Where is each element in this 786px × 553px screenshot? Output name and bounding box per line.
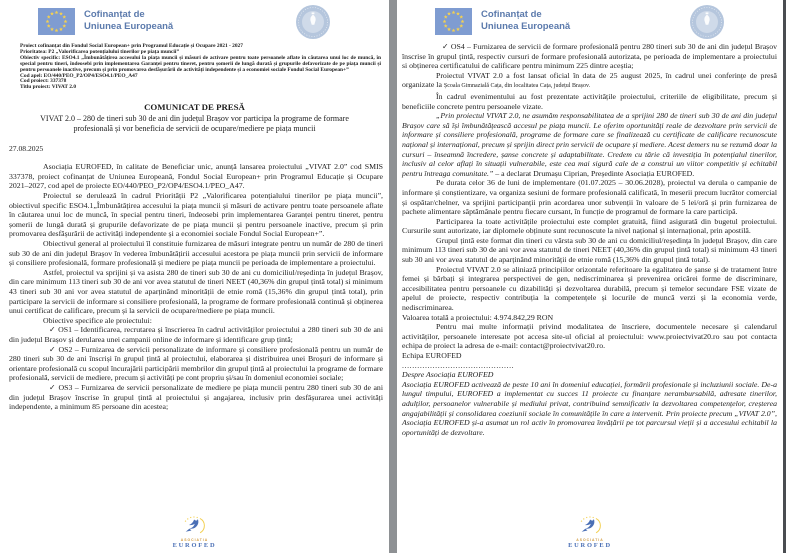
paragraph-target: Astfel, proiectul va sprijini și va asista 280 de tineri sub 30 de ani cu domiciliul/reședința în județul Brașov, din care minimum 113 tineri sub 30 de ani vor avea statutul de tineri NEET (40,36% din grupul țintă total) si minimum 43 tineri sub 30 ani vor avea statutul de aparținând minorității de etnie romă (15,36% din grupul țintă total), prin participare la servicii de informare si consiliere profesională, la programe de formare profesională continuă și obținerea unui certificat de calificare, precum și la servicii de ocupare/mediere pe piața muncii. xyxy=(9,267,383,316)
page1-body xyxy=(9,162,383,411)
page-gap-divider xyxy=(389,0,397,553)
eurofed-logo-asociatia-label: ASOCIATIA xyxy=(180,537,209,542)
eu-flag-icon xyxy=(38,8,75,35)
eurofed-logo-name-label: EUROFED xyxy=(568,542,612,549)
dotted-separator: ............................................ xyxy=(402,360,515,370)
about-title: Despre Asociația EUROFED xyxy=(402,370,494,380)
eurofed-footer-logo xyxy=(545,515,635,551)
paragraph-priority: Proiectul se derulează în cadrul Priorității P2 „Valorificarea potențialului tinerilor pe piața muncii”, obiectivul specific ESO4.1„Îmbunătățirea accesului la piața muncii și măsuri de activare pentru toate persoanele aflate în căutarea unui loc de muncă, în special pentru tineri, îndeosebi prin implementarea Garanței pentru tineret, pentru șomerii de lungă durată și grupurile defavorizate de pe piața muncii și pentru persoanele inactive, precum și prin promovarea desfășurării de activități independente și a economiei sociale Fondul Social European+”. xyxy=(9,191,383,239)
paragraph-launch xyxy=(402,71,777,92)
guvernul-romaniei-seal-icon xyxy=(295,4,331,40)
paragraph-contact: Pentru mai multe informații privind modalitatea de înscriere, documentele necesare și calendarul activităților, persoanele interesate pot accesa site-ul oficial al proiectului: www.proiectvivat20.ro sau pot contacta echipa de proiect la adresa de e-mail: contact@proiectvivat20.ro. xyxy=(402,322,777,351)
guvernul-romaniei-seal-icon xyxy=(689,4,725,40)
paragraph-os2: ✓ OS2 – Furnizarea de servicii personalizate de informare și consiliere profesională pentru un număr de 280 tineri sub 30 de ani înscriși în grupul țintă al proiectului, elaborarea și distribuirea unei Broșuri de informare și orientare profesională cu scopul încurajării participării membrilor din grupul țintă al proiectului la programe de formare profesională, servicii de mediere, precum și activități pe cont propriu și/sau în domeniul economiei sociale; xyxy=(9,344,383,383)
page1-header xyxy=(0,0,389,42)
paragraph-general-objective: Obiectivul general al proiectului îl constituie furnizarea de măsuri integrate pentru un număr de 280 de tineri sub 30 de ani din județul Brașov în vederea îmbunătățirii accesului acestora pe piața muncii prin servicii de informare și consiliere profesională, formare profesională și mediere pe piața muncii pe perioada de implementare a proiectului. xyxy=(9,239,383,268)
eurofed-dove-logo-icon xyxy=(181,515,208,538)
eu-cofunded-line1: Cofinanțat de xyxy=(481,9,542,20)
page-2 xyxy=(397,0,783,553)
eu-flag-icon xyxy=(435,8,472,35)
meta-project-title-line: Titlu proiect: VIVAT 2.0 xyxy=(20,84,77,91)
about-text: Asociația EUROFED activează de peste 10 ani în domeniul educației, formării profesionale și incluziunii sociale. De-a lungul timpului, EUROFED a implementat cu succes 11 proiecte cu finanțare nerambursabilă, adresate tinerilor, adulților, persoanelor vulnerabile și mediului privat, contribuind semnificativ la dezvoltarea competențelor, creșterea angajabilității și consolidarea coeziunii sociale în comunitățile în care a intervenit. Prin proiecte precum „VIVAT 2.0”, Asociația EUROFED și-a asumat un rol activ în promovarea învățării pe tot parcursul vieții și a accesului echitabil la oportunități de dezvoltare. xyxy=(402,379,777,437)
quote-attribution: – a declarat Drumașu Ciprian, Președinte Asociația EUROFED. xyxy=(495,168,695,178)
page2-body xyxy=(402,42,777,437)
eurofed-dove-logo-icon xyxy=(577,515,604,538)
meta-project-code-line: Cod proiect: 337378 xyxy=(20,78,67,85)
meta-call-code-line: Cod apel: EO/440/PEO_P2/OP4/ESO4.1/PEO_A47 xyxy=(20,72,138,79)
press-release-title: COMUNICAT DE PRESĂ xyxy=(144,102,245,113)
launch-location-text: Școala Gimnazială Cața, din localitatea Cața, județul Brașov. xyxy=(443,83,591,90)
meta-objective-line: Obiectiv specific: ESO4.1 „Îmbunătățirea accesului la piața muncii și măsuri de activare pentru toate persoanele aflate în căutarea unui loc de muncă, în special pentru tineri, îndeosebi prin implementarea Garanței pentru tineret, pentru șomerii de lungă durată și grupurile defavorizate de pe piața muncii și pentru persoanele inactive, precum și prin promovarea desfășurării de activități independente și a economiei sociale Fondul Social European+” xyxy=(20,54,381,73)
project-meta-block xyxy=(20,44,381,91)
paragraph-total-value: Valoarea totală a proiectului: 4.974.842,29 RON xyxy=(402,312,554,322)
page-1 xyxy=(0,0,389,553)
eu-cofunded-line1: Cofinanțat de xyxy=(84,9,145,20)
paragraph-os4: ✓ OS4 – Furnizarea de servicii de formare profesională pentru 280 tineri sub 30 de ani din județul Brașov înscrise în grupul țintă, respectiv cursuri de formare profesională autorizata, pe perioada de implementare a proiectului si obținerea certificatului de calificare pentru minimum 225 dintre aceștia; xyxy=(402,42,777,71)
meta-funding-line: Proiect cofinanțat din Fondul Social European+ prin Programul Educație și Ocupare 2021 - 2027 xyxy=(20,43,243,49)
paragraph-team: Echipa EUROFED xyxy=(402,351,462,360)
page2-header xyxy=(397,0,783,42)
paragraph-objectives-heading: Obiective specifice ale proiectului: xyxy=(43,315,152,325)
paragraph-event: În cadrul evenimentului au fost prezentate activitățile proiectului, criteriile de eligibilitate, precum și beneficiile concrete pentru persoanele vizate. xyxy=(402,91,777,111)
paragraph-quote xyxy=(402,111,777,178)
quote-text: „Prin proiectul VIVAT 2.0, ne asumăm responsabilitatea de a sprijini 280 de tineri sub 30 de ani din județul Brașov care să își îmbunătățească accesul pe piața muncii. Le oferim oportunități reale de dezvoltare prin servicii de informare și consiliere profesională, programe de formare care se finalizează cu certificate de calificare recunoscute național și internațional, precum și sprijin direct prin servicii de ocupare și mediere. Acest demers nu se rezumă doar la cursuri – înseamnă încredere, șanse concrete și adaptabilitate. Credem cu tărie că investiția în potențialul tinerilor, inclusiv al celor aflați în situații vulnerabile, este cea mai sigură cale de a construi un viitor competitiv și echitabil pentru întreaga comunitate.” xyxy=(402,111,777,178)
meta-priority-line: Prioritatea: P2 „Valorificarea potențialului tinerilor pe piața muncii” xyxy=(20,48,180,55)
eu-cofunded-label xyxy=(481,9,570,32)
paragraph-duration: Pe durata celor 36 de luni de implementare (01.07.2025 – 30.06.2028), proiectul va derula o campanie de informare și conștientizare, va organiza sesiuni de formare profesională calificată, în meserii precum lucrător comercial și ospătar/chelner, va sprijini participanții prin acordarea unor subvenții în valoare de 5 lei/oră și prin furnizarea de pachete alimentare săptămânale pentru fiecare cursant, în funcție de programul de formare la care participă. xyxy=(402,178,777,217)
paragraph-os3: ✓ OS3 – Furnizarea de servicii personalizate de mediere pe piața muncii pentru 280 tineri sub 30 de ani din județul Brașov înscrise în grupul țintă al proiectului și angajarea, inclusiv prin desfășurarea unei activități independente, a minimum 85 persoane din acestea; xyxy=(9,382,383,412)
paragraph-intro: Asociația EUROFED, în calitate de Beneficiar unic, anunță lansarea proiectului „VIVAT 2.0” cod SMIS 337378, proiect cofinanțat de Uniunea Europeană, Fondul Social European+ prin Programul Educație și Ocupare 2021–2027, cod apel de proiecte EO/440/PEO_P2/OP4/ESO4.1/PEO_A47. xyxy=(9,162,383,191)
paragraph-os1: ✓ OS1 – Identificarea, recrutarea și înscrierea în cadrul activităților proiectului a 280 tineri sub 30 de ani din județul Brașov și derularea unei campanii online de informare și identificare grup țintă; xyxy=(9,325,383,344)
eu-cofunded-line2: Uniunea Europeană xyxy=(84,20,174,32)
paragraph-principles: Proiectul VIVAT 2.0 se aliniază principiilor orizontale referitoare la egalitatea de șanse și de tratament între femei și bărbați și integrarea perspectivei de gen, nediscriminarea și prevenirea oricărei forme de discriminare, accesibilitatea pentru persoanele cu dizabilități și dezvoltarea durabilă, precum și temelor secundare FSE vizate de apelul de proiecte, respectiv contribuția la competențele și locurile de muncă verzi și la economia verde, nediscriminarea. xyxy=(402,264,777,313)
paragraph-participation: Participarea la toate activitățile proiectului este complet gratuită, fiind asigurată din bugetul proiectului. Cursurile sunt autorizate, iar diplomele obținute sunt recunoscute la nivel național și internațional, prin apostilă. xyxy=(402,216,777,236)
press-release-subtitle: VIVAT 2.0 – 280 de tineri sub 30 de ani din județul Brașov vor participa la programe de formare profesională și vor beneficia de servicii de ocupare/mediere pe piața muncii xyxy=(40,114,349,134)
eu-cofunded-label xyxy=(84,9,173,32)
eurofed-footer-logo xyxy=(150,515,240,551)
launch-lead-text: Proiectul VIVAT 2.0 a fost lansat oficial în data de 25 august 2025, în cadrul unei conferințe de presă organizate la xyxy=(402,70,777,90)
eurofed-logo-name-label: EUROFED xyxy=(172,542,217,549)
eu-cofunded-line2: Uniunea Europeană xyxy=(481,20,571,32)
paragraph-target-group: Grupul țintă este format din tineri cu vârsta sub 30 de ani cu domiciliul/reședința în județul Brașov, din care minimum 113 tineri sub 30 de ani vor avea statutul de tineri NEET (40,36% din grupul țintă total) si minimum 43 tineri sub 30 ani vor avea statutul de aparținând minorității de etnie romă (15,36% din grupul țintă total). xyxy=(402,235,777,265)
press-release-date: 27.08.2025 xyxy=(9,144,44,154)
eurofed-logo-asociatia-label: ASOCIATIA xyxy=(576,537,604,542)
